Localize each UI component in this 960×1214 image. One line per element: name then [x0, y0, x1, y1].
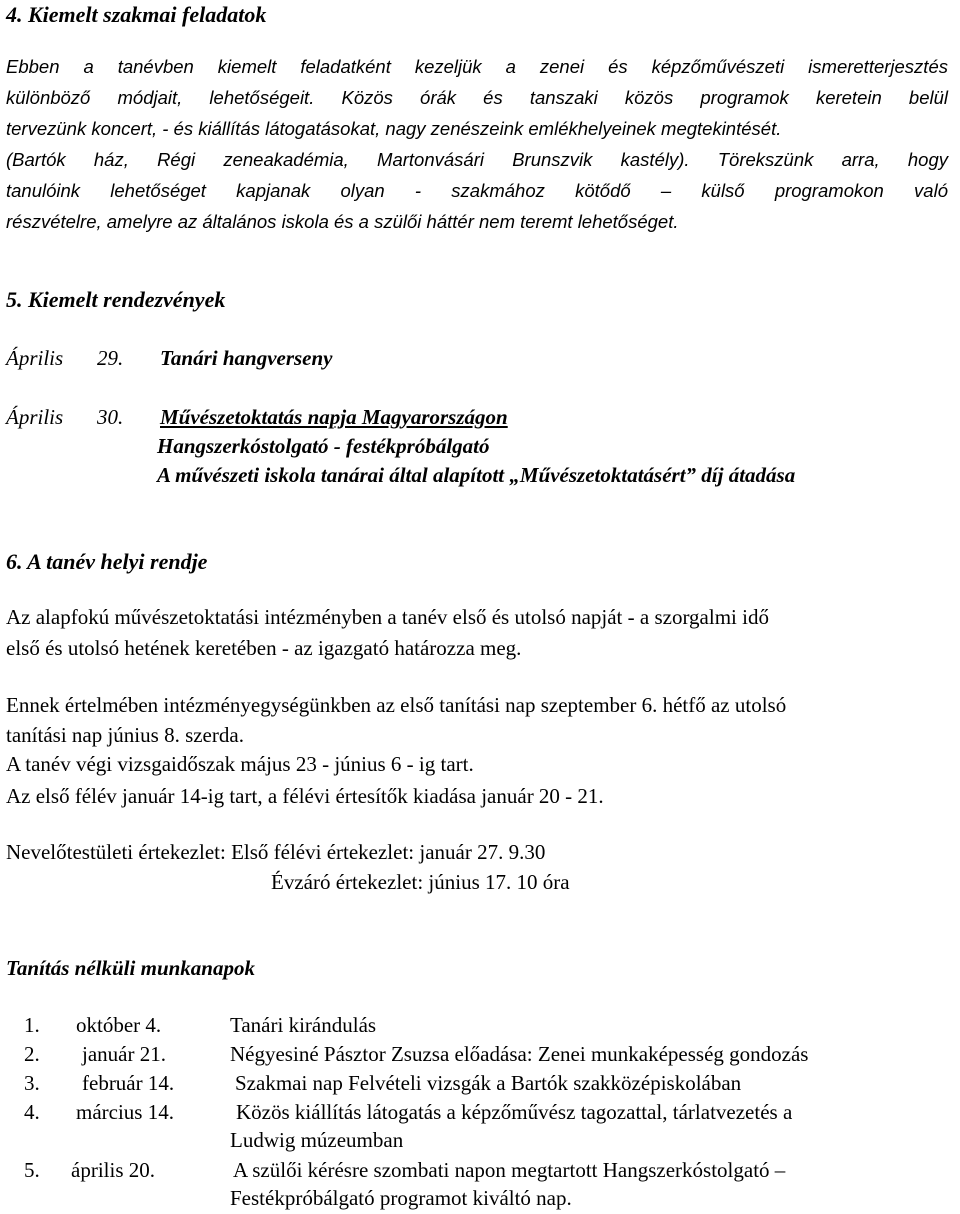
workday-2-desc: Négyesiné Pásztor Zsuzsa előadása: Zenei munkaképesség gondozás — [230, 1042, 809, 1066]
section-5-heading: 5. Kiemelt rendezvények — [6, 287, 226, 312]
event-1-day: 29. — [97, 346, 124, 370]
workday-4-date: március 14. — [76, 1100, 174, 1124]
workday-4-desc-cont: Ludwig múzeumban — [230, 1128, 404, 1152]
workday-5-num: 5. — [24, 1158, 40, 1182]
event-2-line-2: Hangszerkóstolgató - festékpróbálgató — [157, 434, 490, 458]
workday-5-desc-cont: Festékpróbálgató programot kiváltó nap. — [230, 1186, 572, 1210]
section-6-p2-line-3: A tanév végi vizsgaidőszak május 23 - június 6 - ig tart. — [6, 752, 474, 776]
workday-1-date: október 4. — [76, 1013, 162, 1037]
event-2-month: Április — [6, 405, 64, 429]
workday-4-desc: Közös kiállítás látogatás a képzőművész tagozattal, tárlatvezetés a — [236, 1100, 793, 1124]
event-1-title: Tanári hangverseny — [160, 346, 333, 370]
workday-1-num: 1. — [24, 1013, 40, 1037]
section-4-line-3: tervezünk koncert, - és kiállítás látogatásokat, nagy zenészeink emlékhelyeinek megtekintését. — [6, 118, 782, 139]
section-6-p1-line-2: első és utolsó hetének keretében - az igazgató határozza meg. — [6, 636, 522, 660]
workday-5-desc: A szülői kérésre szombati napon megtartott Hangszerkóstolgató – — [233, 1158, 786, 1182]
event-1-month: Április — [6, 346, 64, 370]
workday-1-desc: Tanári kirándulás — [230, 1013, 377, 1037]
workday-4-num: 4. — [24, 1100, 40, 1124]
section-4-line-2: különböző módjait, lehetőségeit. Közös órák és tanszaki közös programok keretein belül — [6, 87, 948, 108]
section-6-p2-line-1: Ennek értelmében intézményegységünkben az első tanítási nap szeptember 6. hétfő az utolsó — [6, 693, 787, 717]
teacher-meeting-line-2: Évzáró értekezlet: június 17. 10 óra — [271, 870, 570, 894]
event-2-line-3: A művészeti iskola tanárai által alapított „Művészetoktatásért” díj átadása — [157, 463, 796, 487]
section-4-line-4: (Bartók ház, Régi zeneakadémia, Martonvásári Brunszvik kastély). Törekszünk arra, hogy — [6, 149, 948, 170]
workdays-heading: Tanítás nélküli munkanapok — [6, 956, 255, 980]
section-6-p1-line-1: Az alapfokú művészetoktatási intézményben a tanév első és utolsó napját - a szorgalmi idő — [6, 605, 769, 629]
workday-3-desc: Szakmai nap Felvételi vizsgák a Bartók szakközépiskolában — [235, 1071, 742, 1095]
workday-2-date: január 21. — [82, 1042, 166, 1066]
section-6-p2-line-2: tanítási nap június 8. szerda. — [6, 723, 244, 747]
teacher-meeting-line-1: Nevelőtestületi értekezlet: Első félévi értekezlet: január 27. 9.30 — [6, 840, 546, 864]
event-2-title: Művészetoktatás napja Magyarországon — [160, 405, 508, 429]
section-4-line-6: részvételre, amelyre az általános iskola és a szülői háttér nem teremt lehetőséget. — [6, 211, 679, 232]
event-2-day: 30. — [97, 405, 124, 429]
section-6-heading: 6. A tanév helyi rendje — [6, 549, 208, 574]
workday-2-num: 2. — [24, 1042, 40, 1066]
workday-5-date: április 20. — [71, 1158, 155, 1182]
section-4-line-5: tanulóink lehetőséget kapjanak olyan - szakmához kötődő – külső programokon való — [6, 180, 948, 201]
workday-3-date: február 14. — [82, 1071, 175, 1095]
section-4-heading: 4. Kiemelt szakmai feladatok — [6, 2, 267, 27]
section-4-line-1: Ebben a tanévben kiemelt feladatként kezeljük a zenei és képzőművészeti ismeretterjesztés — [6, 56, 948, 77]
workday-3-num: 3. — [24, 1071, 40, 1095]
section-6-p2-line-4: Az első félév január 14-ig tart, a félévi értesítők kiadása január 20 - 21. — [6, 784, 604, 808]
